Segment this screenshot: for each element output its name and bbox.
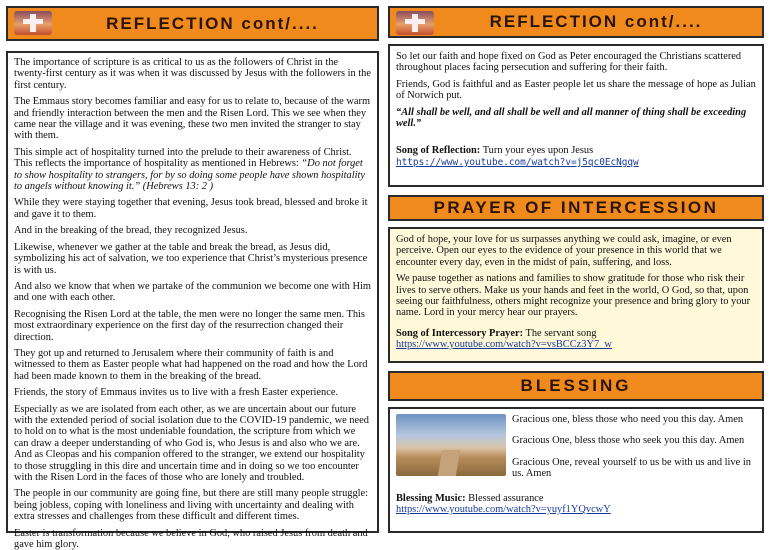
banner-title: REFLECTION cont/.... — [106, 13, 319, 33]
blessing-banner — [388, 371, 764, 401]
music-label: Blessing Music: — [396, 492, 466, 504]
music-title: Blessed assurance — [465, 492, 544, 504]
hospitality-intro: This simple act of hospitality turned into the prelude to their awareness of Christ. This reflects the importance of hospitality as mentioned in Hebrews: — [14, 146, 352, 170]
paragraph: So let our faith and hope fixed on God as Peter encouraged the Christians scattered throughout places facing persecution and suffering for their faith. — [396, 51, 742, 74]
paragraph: Friends, the story of Emmaus invites us to live with a fresh Easter experience. — [14, 387, 339, 399]
paragraph: The people in our community are going fine, but there are still many people struggle: being jobless, coping with loneliness and living with uncertainty and dealing with extra stresses and challenges from these difficult and different times. — [14, 488, 369, 523]
paragraph: While they were staying together that evening, Jesus took bread, blessed and broke it and gave it to them. — [14, 197, 368, 220]
blessing-line: Gracious One, bless those who seek you this day. Amen — [512, 435, 745, 447]
blessing-row — [396, 414, 756, 485]
blessing-music — [396, 493, 756, 504]
song-label: Song of Intercessory Prayer: — [396, 327, 524, 339]
paragraph: Easter is transformation because we believe in God, who raised Jesus from death and gave him glory. — [14, 527, 368, 550]
reflection-banner — [6, 6, 379, 41]
paragraph: The importance of scripture is as critical to us as the followers of Christ in the twenty-first century as it was when it was discussed by Jesus with the followers in the first century. — [14, 57, 371, 91]
church-logo-icon — [396, 11, 434, 35]
paragraph: Friends, God is faithful and as Easter people let us share the message of hope as Julian of Norwich put. — [396, 78, 756, 102]
julian-quote: “All shall be well, and all shall be well and all manner of thing shall be exceeding well.” — [396, 106, 747, 130]
blessing-line: Gracious One, reveal yourself to us be with us and live in us. Amen — [512, 456, 751, 480]
right-column — [388, 6, 764, 533]
song-label: Song of Reflection: — [396, 145, 481, 157]
hebrews-quote: “Do not forget to show hospitality to strangers, for by so doing some people have shown hospitality to angels without knowing it.” (Hebrews 13: 2 ) — [14, 158, 365, 193]
paragraph: We pause together as nations and families to show gratitude for those who risk their lives to serve others. Make us your hands and feet in the world, O God, so that, upon seeing our faithfulness, others might recognize your presence and bring glory to your name. Lord in your mercy hear our prayers. — [396, 273, 751, 319]
song-link[interactable]: https://www.youtube.com/watch?v=vsBCCz3Y7_w — [396, 339, 612, 351]
song-title: The servant song — [523, 327, 597, 339]
landscape-image — [396, 414, 506, 476]
paragraph: Recognising the Risen Lord at the table, the men were no longer the same men. This most extraordinary experience on the first day of the resurrection changed their direction. — [14, 308, 365, 343]
intercession-banner — [388, 195, 764, 221]
paragraph: They got up and returned to Jerusalem where their community of faith is and witnessed to them as Easter people what had happened on the road and how the Lord had been made known to them in the breaking of the bread. — [14, 347, 368, 382]
reflection-text-box — [6, 51, 379, 550]
banner-title: REFLECTION cont/.... — [489, 12, 703, 31]
reflection-banner-right — [388, 6, 764, 38]
paragraph: Especially as we are isolated from each other, as we are uncertain about our future with the extended period of social isolation due to the COVID-19 pandemic, we need to hold on to what is the most undeniable foundation, the scripture from which we can draw a deeper understanding of who God is, who Jesus is and also who we are. And as Cleopas and his companion offered to the stranger, we extend our hospitality to those struggling in this dire and uncertain time and in doing so we too encounter with the Risen Lord in the faces of those who are lonely and troubled. — [14, 403, 369, 483]
reflection-cont-box — [388, 44, 764, 187]
song-of-reflection — [396, 145, 756, 156]
song-link[interactable]: https://www.youtube.com/watch?v=j5qc0EcNgqw — [396, 156, 639, 168]
intercession-box — [388, 227, 764, 363]
church-logo-icon — [14, 11, 52, 35]
hospitality-paragraph — [14, 147, 371, 193]
banner-title: BLESSING — [520, 376, 632, 395]
blessing-box — [388, 407, 764, 533]
paragraph: And also we know that when we partake of the communion we become one with Him and one with each other. — [14, 280, 371, 304]
music-link[interactable]: https://www.youtube.com/watch?v=yuyf1YQvcwY — [396, 504, 611, 516]
intercession-song — [396, 328, 756, 339]
left-column — [6, 6, 379, 550]
paragraph: Likewise, whenever we gather at the table and break the bread, as Jesus did, symbolizing his act of salvation, we too experience that Christ’s mysterious presence is with us. — [14, 241, 368, 276]
song-title: Turn your eyes upon Jesus — [480, 145, 594, 157]
paragraph: The Emmaus story becomes familiar and easy for us to relate to, because of the warm and friendly interaction between the men and the Risen Lord. This we see when they came near the village and it was evening, these two men invited the stranger to stay with them. — [14, 96, 371, 142]
paragraph: God of hope, your love for us surpasses anything we could ask, imagine, or even perceive. Open our eyes to the evidence of your presence in this world that we encounter every day, even in the midst of pain, suffering, and loss. — [396, 234, 732, 268]
paragraph: And in the breaking of the bread, they recognized Jesus. — [14, 225, 248, 237]
banner-title: PRAYER OF INTERCESSION — [433, 198, 719, 217]
blessing-lines — [512, 414, 756, 485]
blessing-line: Gracious one, bless those who need you this day. Amen — [512, 414, 744, 425]
